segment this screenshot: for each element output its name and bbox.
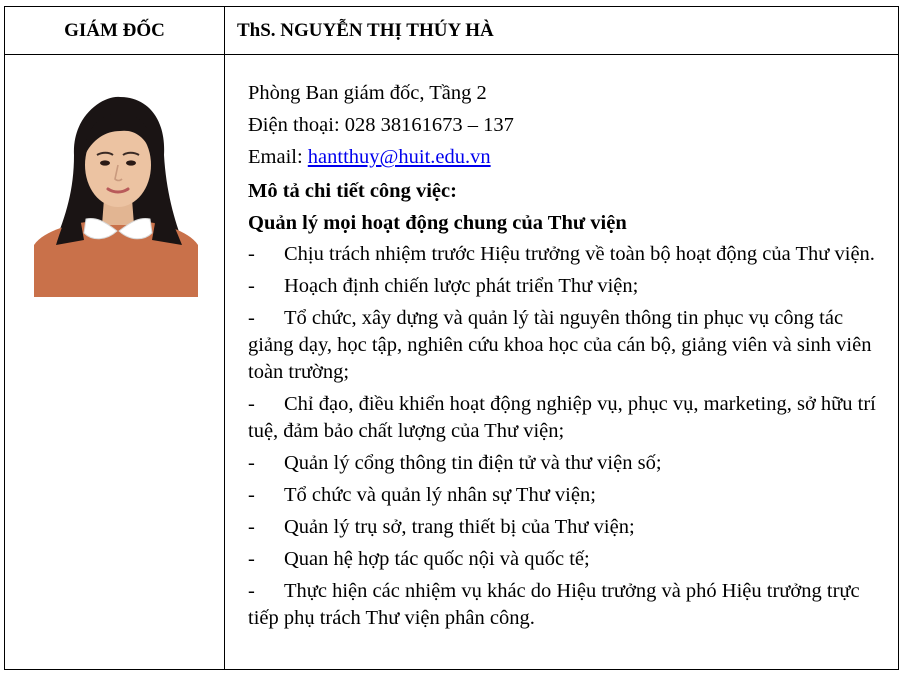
bullet-dash: - [248, 275, 255, 297]
bullet-dash: - [248, 307, 255, 329]
task-text: Quản lý cổng thông tin điện tử và thư viện số; [284, 452, 662, 474]
photo-cell [5, 55, 225, 670]
task-list [248, 239, 888, 635]
person-name: ThS. NGUYỄN THỊ THÚY HÀ [225, 7, 899, 55]
phone-number: 028 38161673 – 137 [344, 114, 514, 136]
task-item [248, 544, 888, 576]
email-link[interactable]: hantthuy@huit.edu.vn [307, 146, 491, 168]
bullet-dash: - [248, 516, 255, 538]
job-description-heading: Mô tả chi tiết công việc: [248, 180, 457, 202]
phone-label: Điện thoại: [248, 114, 340, 136]
task-text: Tổ chức và quản lý nhân sự Thư viện; [284, 484, 596, 506]
task-item [248, 389, 888, 448]
task-text: Quản lý trụ sở, trang thiết bị của Thư viện; [284, 516, 635, 538]
job-description-subheading: Quản lý mọi hoạt động chung của Thư viện [248, 212, 627, 234]
bullet-dash: - [248, 484, 255, 506]
portrait-photo [34, 95, 198, 297]
staff-profile-table [4, 6, 899, 670]
body-row [5, 55, 899, 670]
task-text: Quan hệ hợp tác quốc nội và quốc tế; [284, 548, 590, 570]
task-item [248, 271, 888, 303]
header-row [5, 7, 899, 55]
task-item [248, 239, 888, 271]
task-item [248, 512, 888, 544]
phone-line [248, 109, 888, 141]
task-text: Thực hiện các nhiệm vụ khác do Hiệu trưởng và phó Hiệu trưởng trực tiếp phụ trách Thư viện phân công. [248, 580, 860, 629]
bullet-dash: - [248, 580, 255, 602]
task-item [248, 576, 888, 635]
bullet-dash: - [248, 393, 255, 415]
task-item [248, 448, 888, 480]
task-item [248, 480, 888, 512]
task-text: Chỉ đạo, điều khiển hoạt động nghiệp vụ, phục vụ, marketing, sở hữu trí tuệ, đảm bảo chất lượng của Thư viện; [248, 393, 876, 442]
email-line [248, 141, 888, 173]
task-text: Tổ chức, xây dựng và quản lý tài nguyên thông tin phục vụ công tác giảng dạy, học tập, nghiên cứu khoa học của cán bộ, giảng viên và sinh viên toàn trường; [248, 307, 872, 383]
info-cell [225, 55, 899, 670]
portrait-photo-icon [34, 95, 198, 297]
task-text: Chịu trách nhiệm trước Hiệu trưởng về toàn bộ hoạt động của Thư viện. [284, 243, 875, 265]
bullet-dash: - [248, 548, 255, 570]
position-title: GIÁM ĐỐC [5, 7, 225, 55]
office-location: Phòng Ban giám đốc, Tầng 2 [248, 82, 487, 104]
email-label: Email: [248, 146, 303, 168]
bullet-dash: - [248, 243, 255, 265]
bullet-dash: - [248, 452, 255, 474]
task-text: Hoạch định chiến lược phát triển Thư viện; [284, 275, 639, 297]
task-item [248, 303, 888, 389]
